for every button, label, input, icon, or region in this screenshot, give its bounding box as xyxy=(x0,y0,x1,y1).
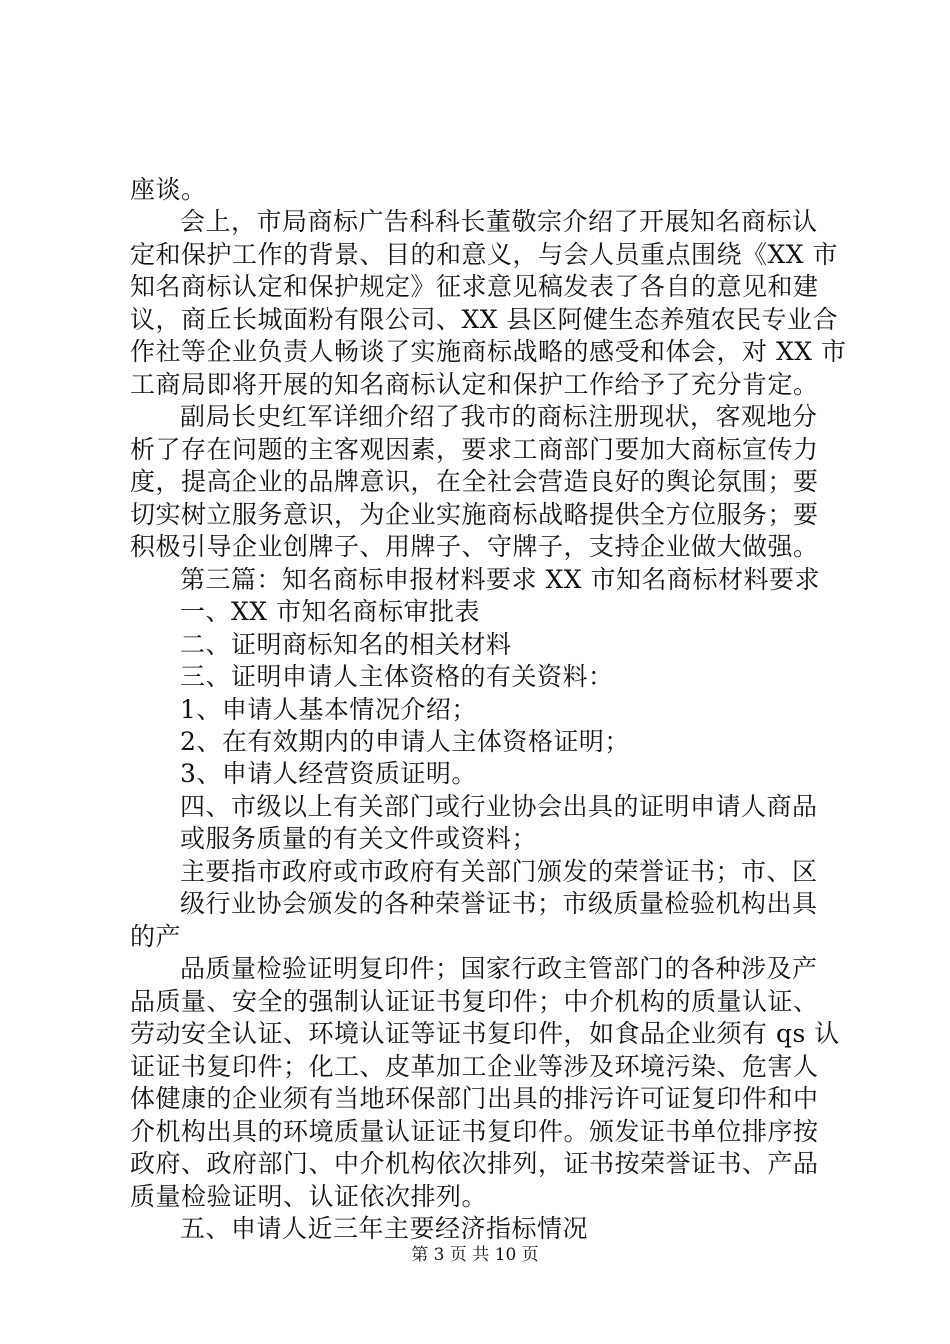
text-line: 会上，市局商标广告科科长董敬宗介绍了开展知名商标认 xyxy=(180,207,818,236)
text-line: 作社等企业负责人畅谈了实施商标战略的感受和体会，对 XX 市 xyxy=(130,337,847,366)
text-line: 政府、政府部门、中介机构依次排列，证书按荣誉证书、产品 xyxy=(130,1149,819,1178)
text-line: 质量检验证明、认证依次排列。 xyxy=(130,1182,488,1211)
list-item: 五、申请人近三年主要经济指标情况 xyxy=(180,1214,589,1243)
text-line: 座谈。 xyxy=(130,175,207,204)
list-item: 四、市级以上有关部门或行业协会出具的证明申请人商品 xyxy=(180,792,818,821)
text-line: 度，提高企业的品牌意识，在全社会营造良好的舆论氛围；要 xyxy=(130,467,819,496)
list-item: 1、申请人基本情况介绍； xyxy=(180,695,477,724)
page-number-footer: 第 3 页 共 10 页 xyxy=(411,1245,539,1265)
list-item: 二、证明商标知名的相关材料 xyxy=(180,630,512,659)
text-line: 体健康的企业须有当地环保部门出具的排污许可证复印件和中 xyxy=(130,1084,819,1113)
section-heading: 第三篇：知名商标申报材料要求 XX 市知名商标材料要求 xyxy=(180,565,820,594)
text-line: 介机构出具的环境质量认证证书复印件。颁发证书单位排序按 xyxy=(130,1117,819,1146)
text-line: 品质量检验证明复印件；国家行政主管部门的各种涉及产 xyxy=(180,954,818,983)
text-line: 劳动安全认证、环境认证等证书复印件，如食品企业须有 qs 认 xyxy=(130,1019,840,1048)
text-line: 定和保护工作的背景、目的和意义，与会人员重点围绕《XX 市 xyxy=(130,240,839,269)
text-line: 析了存在问题的主客观因素，要求工商部门要加大商标宣传力 xyxy=(130,435,819,464)
list-item: 三、证明申请人主体资格的有关资料： xyxy=(180,662,614,691)
text-line: 知名商标认定和保护规定》征求意见稿发表了各自的意见和建 xyxy=(130,272,819,301)
text-line: 积极引导企业创牌子、用牌子、守牌子，支持企业做大做强。 xyxy=(130,532,819,561)
text-line: 级行业协会颁发的各种荣誉证书；市级质量检验机构出具 xyxy=(180,889,818,918)
text-line: 品质量、安全的强制认证证书复印件；中介机构的质量认证、 xyxy=(130,987,819,1016)
text-line: 副局长史红军详细介绍了我市的商标注册现状，客观地分 xyxy=(180,402,818,431)
text-line: 议，商丘长城面粉有限公司、XX 县区阿健生态养殖农民专业合 xyxy=(130,305,839,334)
text-line: 主要指市政府或市政府有关部门颁发的荣誉证书；市、区 xyxy=(180,857,818,886)
list-item: 2、在有效期内的申请人主体资格证明； xyxy=(180,727,630,756)
text-line: 的产 xyxy=(130,922,182,951)
list-item: 一、XX 市知名商标审批表 xyxy=(180,597,481,626)
text-line: 工商局即将开展的知名商标认定和保护工作给予了充分肯定。 xyxy=(130,370,819,399)
list-item: 3、申请人经营资质证明。 xyxy=(180,759,477,788)
text-line: 切实树立服务意识，为企业实施商标战略提供全方位服务；要 xyxy=(130,500,819,529)
text-line: 证证书复印件；化工、皮革加工企业等涉及环境污染、危害人 xyxy=(130,1052,819,1081)
text-line: 或服务质量的有关文件或资料； xyxy=(180,824,538,853)
